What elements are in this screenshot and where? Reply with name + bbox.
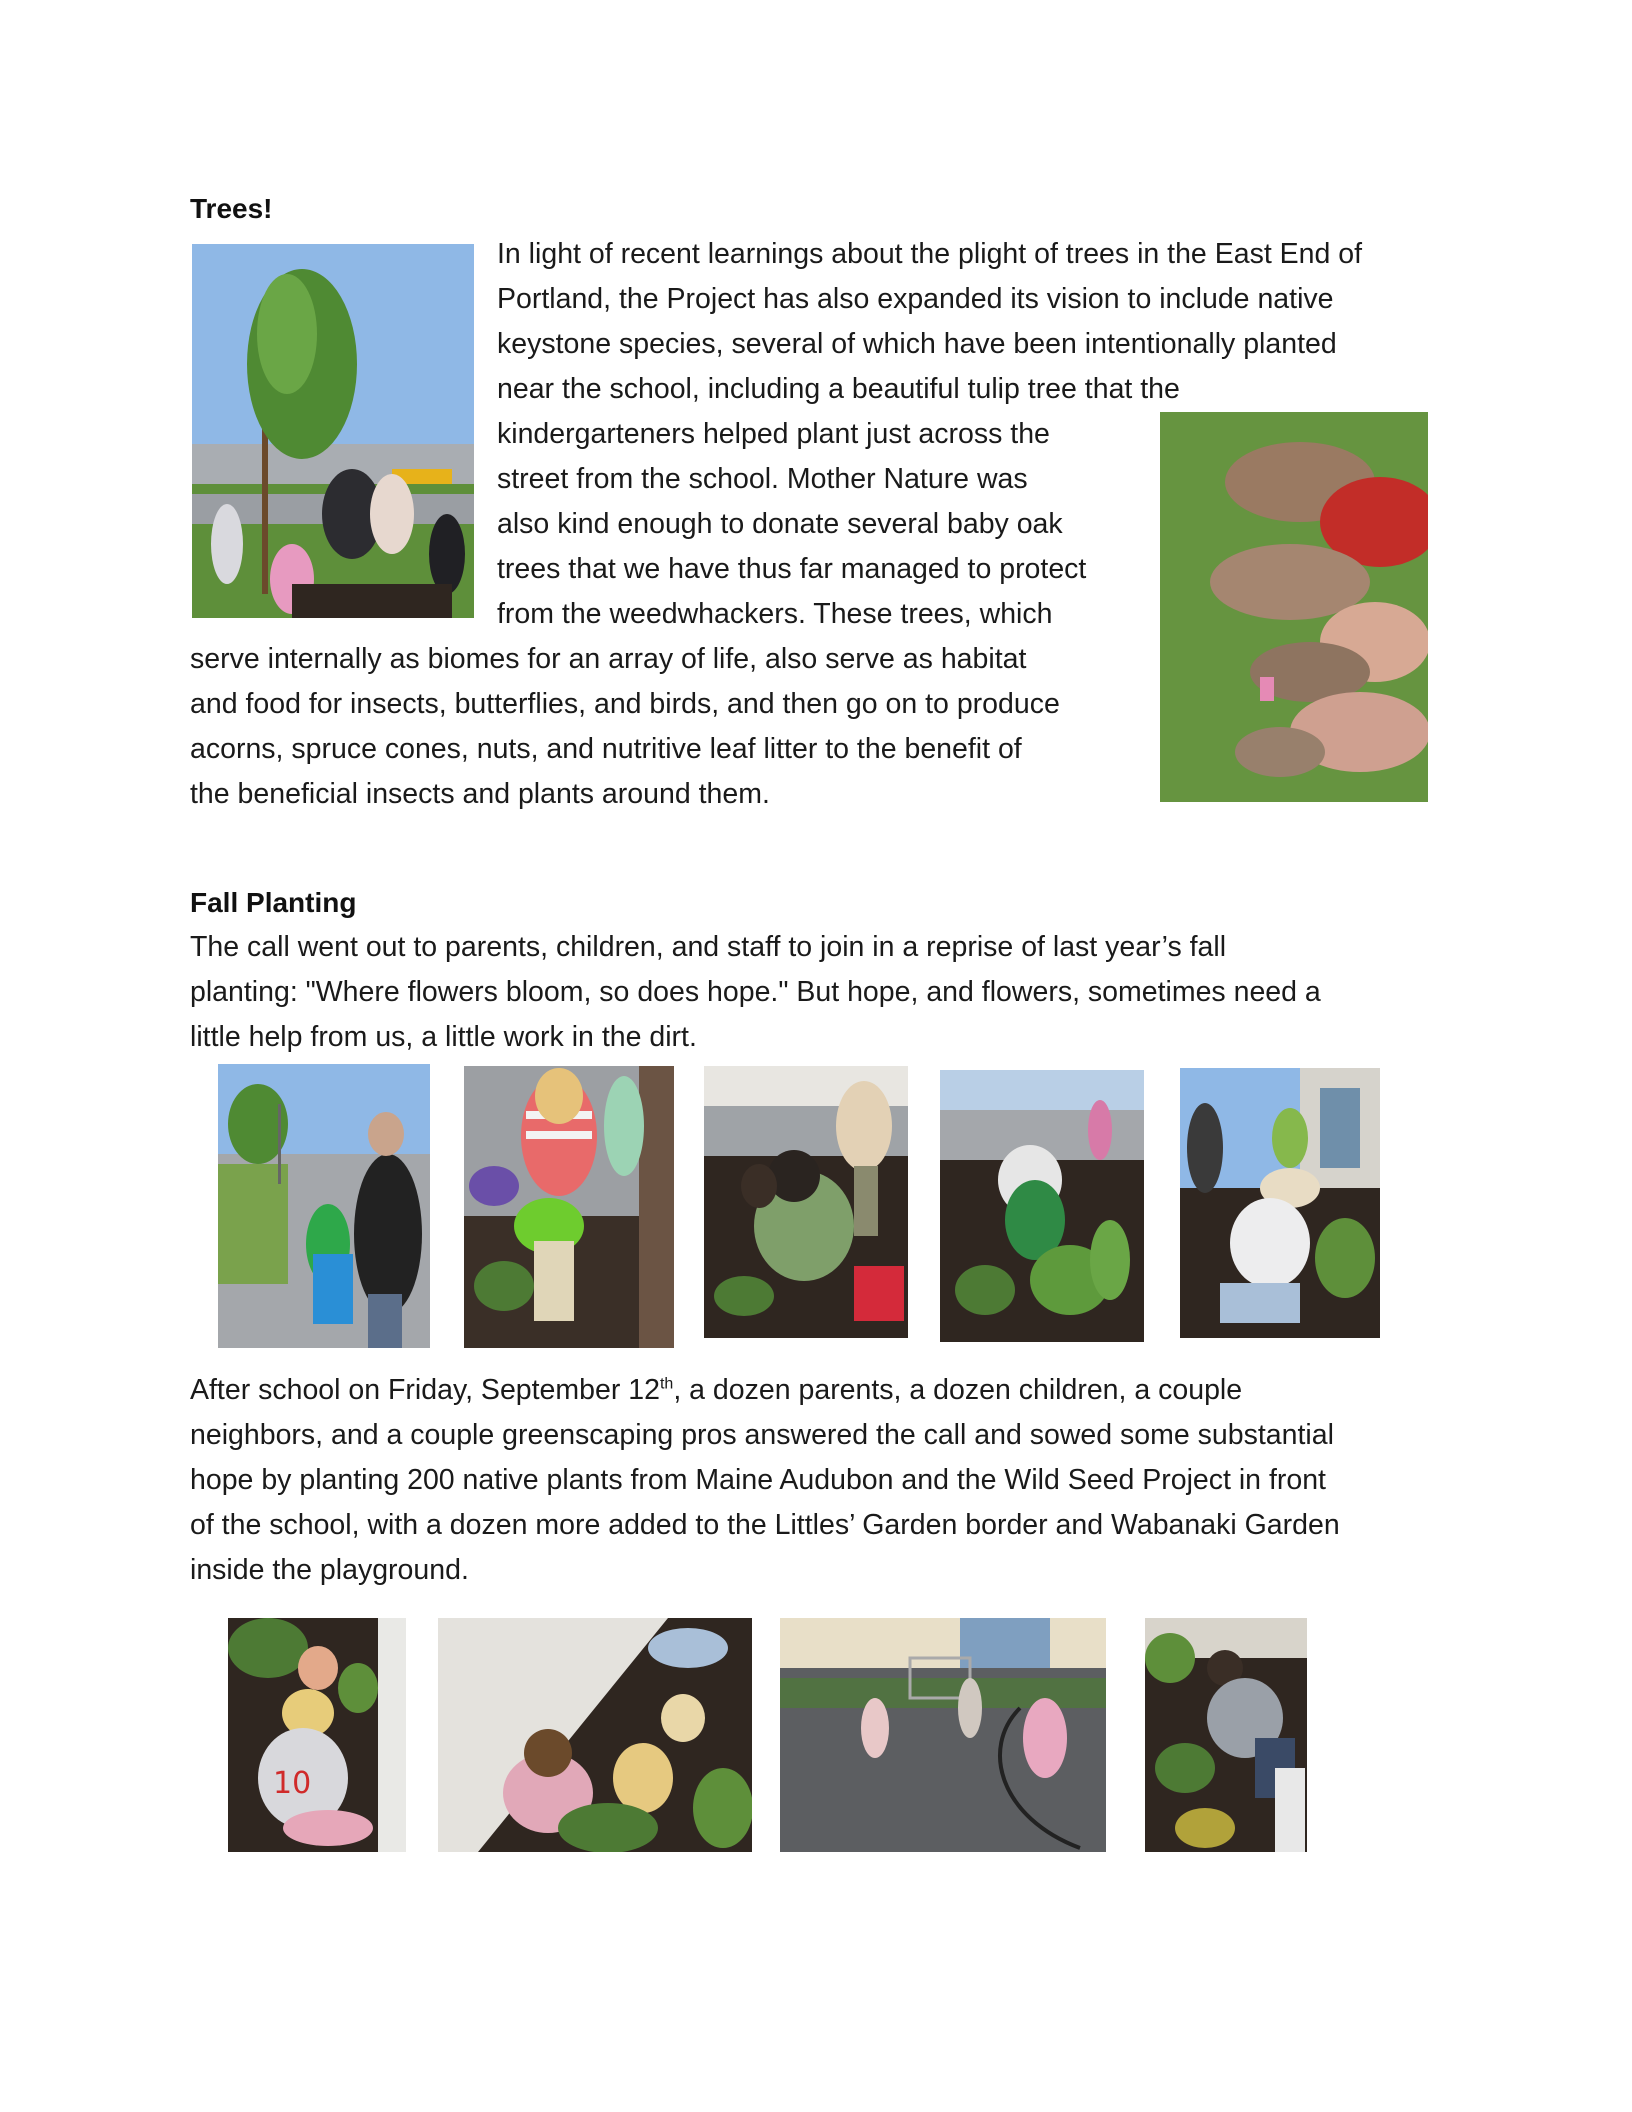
planting-photo-3 [704,1066,908,1338]
planting-photo-2 [464,1066,674,1348]
planting-photo-7 [438,1618,752,1852]
text-line: Portland, the Project has also expanded its vision to include native [497,283,1334,315]
text-line: hope by planting 200 native plants from Maine Audubon and the Wild Seed Project in front [190,1464,1326,1496]
text-line: from the weedwhackers. These trees, which [497,598,1053,630]
text-line: street from the school. Mother Nature was [497,463,1028,495]
text-line: inside the playground. [190,1554,469,1586]
text-line: the beneficial insects and plants around them. [190,778,770,810]
text-line: and food for insects, butterflies, and birds, and then go on to produce [190,688,1060,720]
text-line: little help from us, a little work in the dirt. [190,1021,697,1053]
text-line: kindergarteners helped plant just across the [497,418,1050,450]
planting-photo-9 [1145,1618,1307,1852]
trees-paragraph-lower [190,637,1060,817]
fall-planting-paragraph [190,1368,1340,1593]
superscript: th [659,1375,674,1393]
text-line: also kind enough to donate several baby oak [497,508,1063,540]
text-line: neighbors, and a couple greenscaping pros answered the call and sowed some substantial [190,1419,1334,1451]
text-segment: , a dozen parents, a dozen children, a couple [673,1374,1243,1406]
text-line [190,1368,1340,1413]
planting-photo-5 [1180,1068,1380,1338]
fall-planting-heading: Fall Planting [190,887,357,918]
text-segment: After school on Friday, September 12 [190,1374,660,1406]
planting-photo-4 [940,1070,1144,1342]
text-line: keystone species, several of which have been intentionally planted [497,328,1337,360]
tulip-tree-planting-photo [192,244,474,618]
text-line: trees that we have thus far managed to protect [497,553,1087,585]
text-line: serve internally as biomes for an array of life, also serve as habitat [190,643,1027,675]
planting-photo-1 [218,1064,430,1348]
text-line: The call went out to parents, children, and staff to join in a reprise of last year’s fall [190,931,1227,963]
planting-photo-8 [780,1618,1106,1852]
text-line: In light of recent learnings about the plight of trees in the East End of [497,238,1363,270]
text-line: acorns, spruce cones, nuts, and nutritive leaf litter to the benefit of [190,733,1022,765]
text-line: of the school, with a dozen more added to the Littles’ Garden border and Wabanaki Garden [190,1509,1340,1541]
muddy-hands-photo [1160,412,1428,802]
svg-text:10: 10 [273,1766,312,1801]
text-line: near the school, including a beautiful tulip tree that the [497,373,1180,405]
fall-planting-intro [190,925,1321,1060]
trees-heading: Trees! [190,193,273,224]
text-line: planting: "Where flowers bloom, so does hope." But hope, and flowers, sometimes need a [190,976,1321,1008]
planting-photo-6 [228,1618,406,1852]
